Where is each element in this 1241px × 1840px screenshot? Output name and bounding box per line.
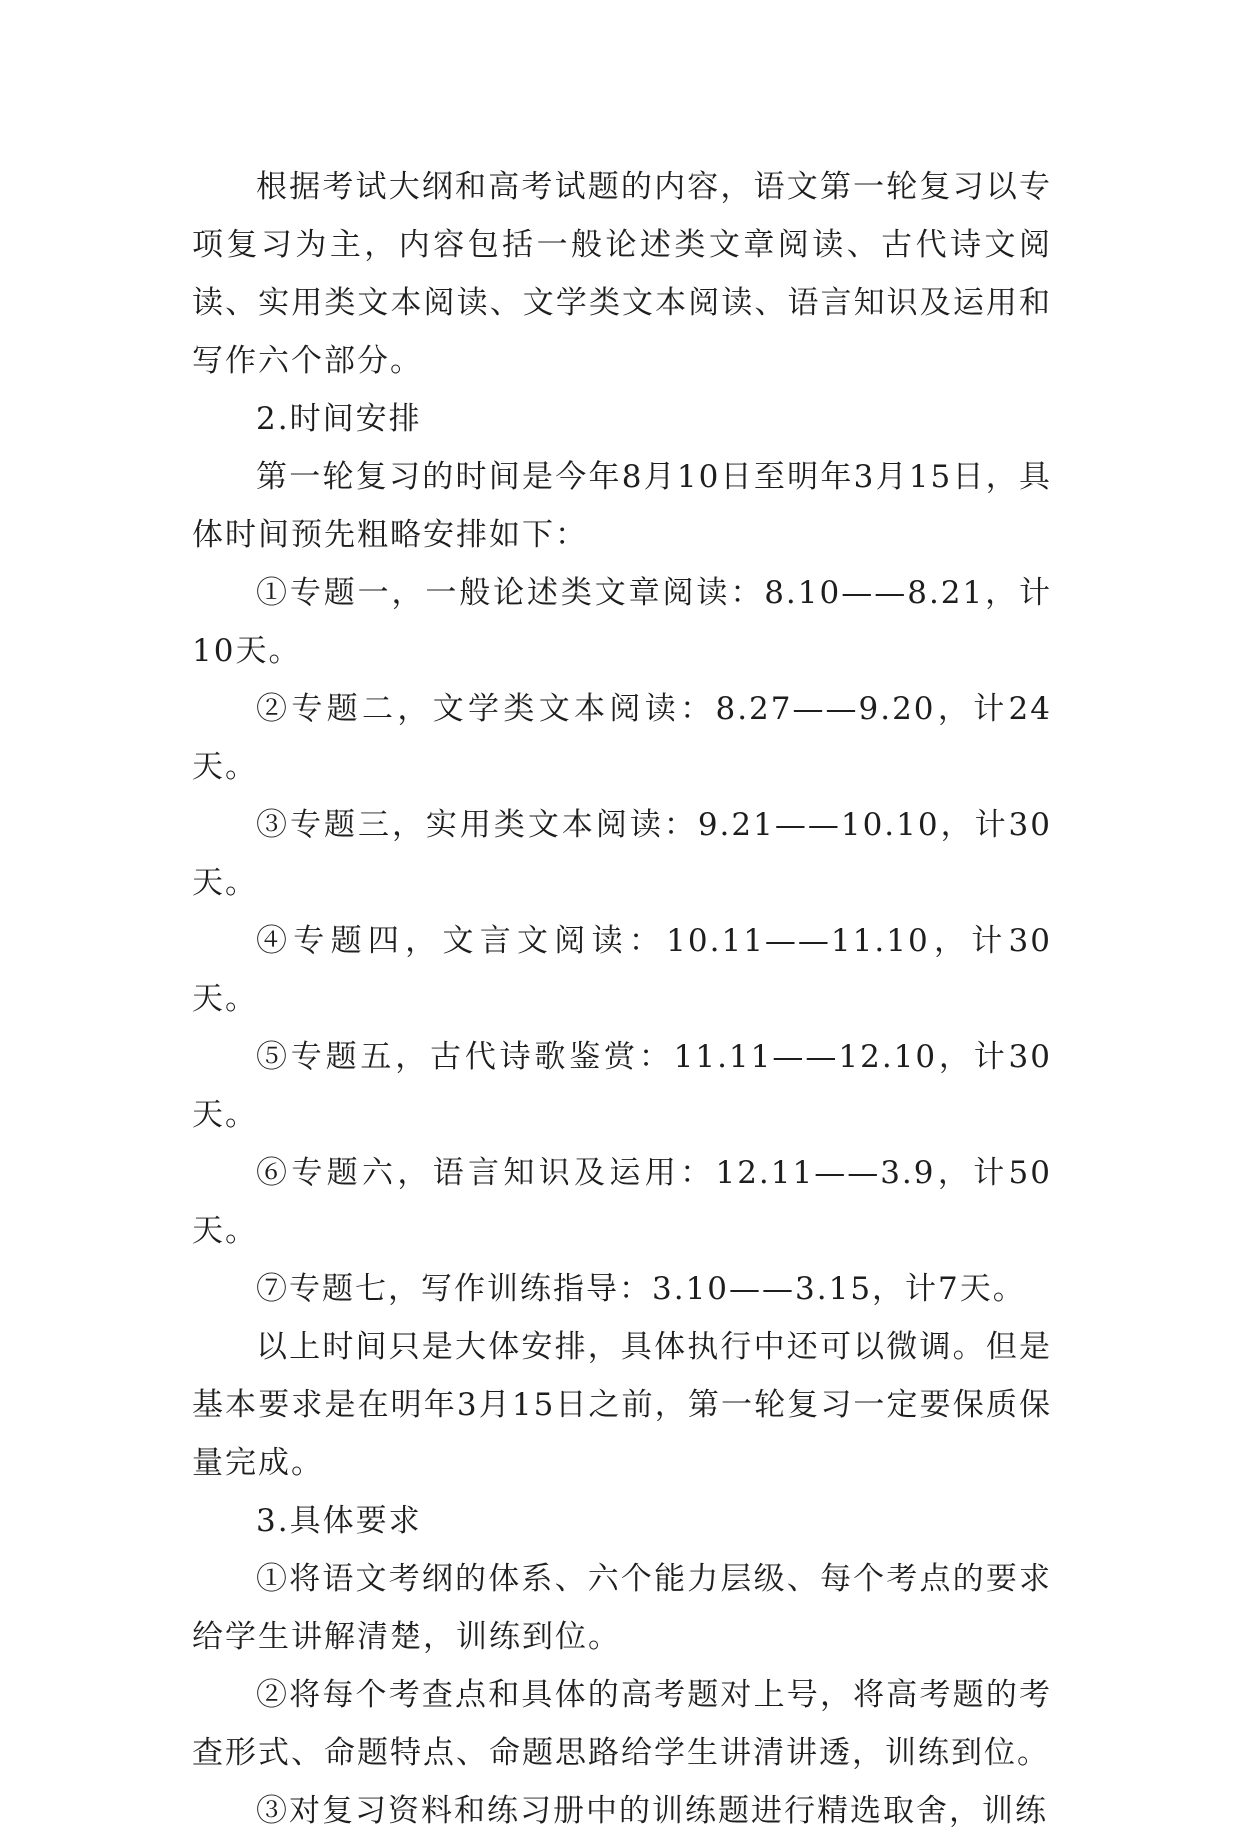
section-heading-time-schedule: 2.时间安排: [256, 401, 422, 437]
schedule-item-topic-7: ⑦专题七，写作训练指导：3.10——3.15，计7天。: [256, 1271, 1026, 1307]
schedule-item-topic-1: ①专题一，一般论述类文章阅读：8.10——8.21，计10天。: [192, 575, 1052, 669]
schedule-item-topic-2: ②专题二，文学类文本阅读：8.27——9.20，计24天。: [192, 691, 1052, 785]
schedule-item-topic-6: ⑥专题六，语言知识及运用：12.11——3.9，计50天。: [192, 1155, 1052, 1249]
paragraph-review-period: 第一轮复习的时间是今年8月10日至明年3月15日，具体时间预先粗略安排如下：: [192, 459, 1052, 553]
schedule-item-topic-3: ③专题三，实用类文本阅读：9.21——10.10，计30天。: [192, 807, 1052, 901]
requirement-item-1: ①将语文考纲的体系、六个能力层级、每个考点的要求给学生讲解清楚，训练到位。: [192, 1561, 1052, 1655]
paragraph-schedule-note: 以上时间只是大体安排，具体执行中还可以微调。但是基本要求是在明年3月15日之前，第一轮复习一定要保质保量完成。: [192, 1329, 1052, 1481]
schedule-item-topic-4: ④专题四，文言文阅读：10.11——11.10，计30天。: [192, 923, 1052, 1017]
document-body: [192, 158, 1052, 1840]
schedule-item-topic-5: ⑤专题五，古代诗歌鉴赏：11.11——12.10，计30天。: [192, 1039, 1052, 1133]
paragraph-review-scope: 根据考试大纲和高考试题的内容，语文第一轮复习以专项复习为主，内容包括一般论述类文章阅读、古代诗文阅读、实用类文本阅读、文学类文本阅读、语言知识及运用和写作六个部分。: [192, 169, 1052, 379]
requirement-item-2: ②将每个考查点和具体的高考题对上号，将高考题的考查形式、命题特点、命题思路给学生讲清讲透，训练到位。: [192, 1677, 1052, 1771]
requirement-item-3: ③对复习资料和练习册中的训练题进行精选取舍，训练: [256, 1793, 1048, 1829]
section-heading-requirements: 3.具体要求: [256, 1503, 422, 1539]
